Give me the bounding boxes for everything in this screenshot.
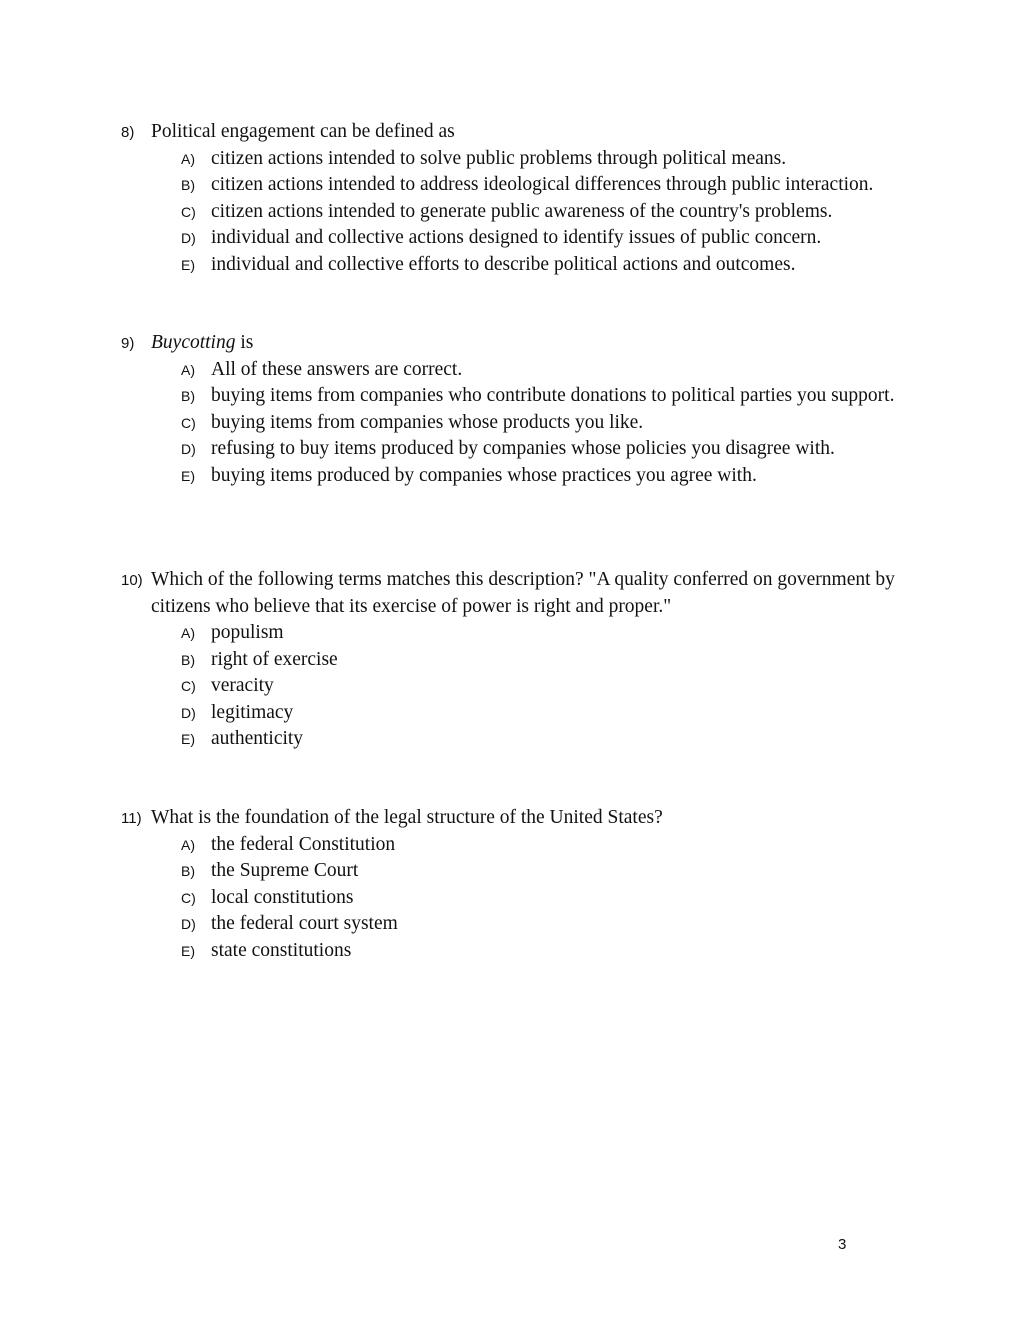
option-text: authenticity — [211, 728, 304, 749]
answer-option-c — [181, 673, 911, 700]
answer-option-b — [181, 172, 911, 199]
question-text: Which of the following terms matches this description? "A quality conferred on government by citizens who believe that its exercise of power is right and proper." — [151, 569, 895, 617]
answer-option-a — [181, 620, 911, 647]
option-text: legitimacy — [211, 701, 294, 723]
question-number: 10) — [121, 572, 143, 589]
question-stem — [121, 119, 911, 146]
answer-option-e — [181, 463, 911, 490]
answer-options — [121, 620, 911, 753]
option-letter: D) — [181, 704, 196, 721]
answer-option-d — [181, 911, 911, 938]
answer-option-d — [181, 700, 911, 727]
page-number: 3 — [838, 1236, 847, 1253]
option-letter: C) — [181, 414, 196, 431]
option-text: local constitutions — [211, 886, 354, 908]
question-10 — [121, 567, 911, 753]
option-text: the Supreme Court — [211, 860, 359, 881]
option-text: the federal Constitution — [211, 833, 396, 855]
option-text: populism — [211, 622, 284, 643]
option-text: citizen actions intended to generate public awareness of the country's problems. — [211, 200, 833, 222]
option-text: All of these answers are correct. — [211, 358, 463, 380]
option-letter: C) — [181, 889, 196, 906]
option-letter: B) — [181, 388, 195, 404]
question-number: 11) — [121, 810, 142, 827]
option-letter: E) — [181, 731, 195, 747]
option-letter: A) — [181, 836, 195, 853]
option-letter: E) — [181, 467, 195, 484]
answer-option-e — [181, 252, 911, 279]
answer-option-c — [181, 199, 911, 226]
option-text: veracity — [211, 675, 274, 696]
option-text: buying items produced by companies whose practices you agree with. — [211, 464, 757, 486]
option-letter: A) — [181, 361, 195, 378]
answer-option-b — [181, 383, 911, 410]
answer-option-a — [181, 146, 911, 173]
option-text: state constitutions — [211, 939, 352, 961]
question-text: Political engagement can be defined as — [151, 121, 455, 142]
question-term: Buycotting — [151, 332, 236, 353]
answer-option-c — [181, 885, 911, 912]
option-letter: E) — [181, 256, 195, 273]
answer-option-a — [181, 357, 911, 384]
answer-option-b — [181, 647, 911, 674]
question-stem — [121, 567, 911, 620]
answer-options — [121, 146, 911, 279]
option-text: the federal court system — [211, 913, 398, 934]
answer-option-e — [181, 726, 911, 753]
question-stem — [121, 330, 911, 357]
answer-option-b — [181, 858, 911, 885]
answer-options — [121, 832, 911, 965]
option-letter: A) — [181, 150, 195, 167]
option-text: right of exercise — [211, 648, 338, 670]
option-text: citizen actions intended to address ideological differences through public interaction. — [211, 174, 874, 195]
option-text: buying items from companies who contribute donations to political parties you support. — [211, 385, 895, 406]
question-9 — [121, 330, 911, 489]
answer-option-a — [181, 832, 911, 859]
question-number: 9) — [121, 335, 135, 352]
option-letter: D) — [181, 916, 196, 932]
answer-option-c — [181, 410, 911, 437]
option-letter: E) — [181, 942, 195, 959]
option-letter: C) — [181, 203, 196, 220]
question-number: 8) — [121, 124, 135, 141]
option-text: citizen actions intended to solve public problems through political means. — [211, 147, 787, 169]
option-letter: D) — [181, 441, 196, 457]
option-letter: B) — [181, 651, 195, 668]
question-text — [151, 330, 911, 357]
question-text: What is the foundation of the legal structure of the United States? — [151, 807, 663, 828]
answer-option-d — [181, 436, 911, 463]
option-letter: C) — [181, 678, 196, 694]
option-letter: B) — [181, 177, 195, 193]
answer-option-d — [181, 225, 911, 252]
option-letter: A) — [181, 625, 195, 641]
question-stem — [121, 805, 911, 832]
question-text-rest: is — [235, 332, 254, 353]
option-text: individual and collective efforts to describe political actions and outcomes. — [211, 253, 796, 275]
option-text: buying items from companies whose products you like. — [211, 411, 644, 433]
option-letter: D) — [181, 230, 196, 246]
question-8 — [121, 119, 911, 278]
answer-option-e — [181, 938, 911, 965]
option-text: refusing to buy items produced by companies whose policies you disagree with. — [211, 438, 835, 459]
option-letter: B) — [181, 863, 195, 879]
answer-options — [121, 357, 911, 490]
question-11 — [121, 805, 911, 964]
option-text: individual and collective actions designed to identify issues of public concern. — [211, 227, 822, 248]
